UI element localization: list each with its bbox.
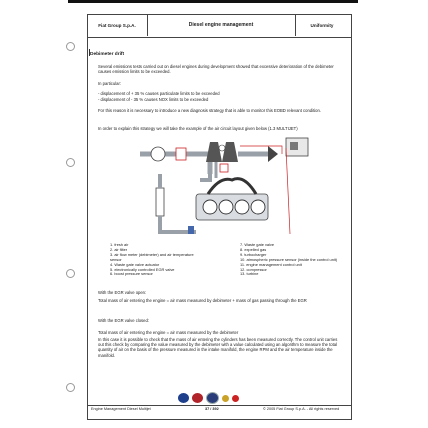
exhaust-manifold — [208, 179, 256, 194]
boost-pipe — [200, 168, 210, 180]
alfa-romeo-logo-icon — [192, 393, 203, 403]
debimeter-symbol — [176, 148, 186, 160]
egr-open-text: Total mass of air entering the engine = air mass measured by debimeter + mass of gas passing through the EGR — [98, 298, 307, 303]
footer-copyright: © 2005 Fiat Group S.p.A. - All rights reserved — [263, 407, 340, 411]
egr-open-heading: With the EGR valve open: — [98, 290, 147, 295]
legend-item: 6. boost pressure sensor — [110, 271, 153, 277]
binder-hole — [66, 158, 75, 167]
legend-item: 4. Waste gate valve actuator — [110, 261, 160, 267]
lancia-logo-icon — [206, 392, 219, 404]
section-title: Debimeter drift — [90, 52, 125, 57]
legend-item: 9. turbocharger — [240, 251, 267, 257]
brand-logo-icon — [222, 395, 229, 402]
binder-hole — [66, 383, 75, 392]
legend-item: 12. compressor — [240, 266, 267, 272]
intercooler-symbol — [156, 188, 164, 216]
header-title: Diesel engine management — [147, 14, 296, 36]
footer-divider — [87, 405, 351, 406]
wastegate-actuator — [220, 164, 228, 172]
control-unit-chip — [290, 142, 298, 150]
egr-closed-text-1: Total mass of air entering the engine = air mass measured by the debimeter — [98, 330, 239, 335]
egr-valve-symbol — [188, 226, 194, 234]
header-category: Uniformity — [310, 22, 334, 28]
paragraph-strategy: For this reason it is necessary to introduce a new diagnosis strategy that is able to monitor this EOBD relevant condition. — [98, 108, 321, 113]
air-circuit-diagram — [140, 134, 320, 246]
cylinder-2 — [219, 200, 233, 214]
footer-doc-title: Engine Management Diesel Multijet — [91, 407, 151, 411]
legend-right — [240, 243, 340, 277]
compressor-symbol — [206, 142, 222, 162]
turbine-symbol — [222, 142, 238, 162]
exhaust-arrow — [268, 146, 278, 162]
header-divider — [87, 37, 351, 38]
air-filter-symbol — [151, 147, 165, 161]
legend-item: 10. atmospheric pressure sensor (inside the control unit) — [240, 256, 338, 262]
turbo-shaft — [219, 145, 225, 151]
brand-logos — [178, 392, 239, 404]
legend-item: 3. air flow meter (debimeter) and air temperature sensor — [110, 251, 194, 262]
wire-sensor — [286, 148, 290, 234]
intercooler-pipe — [160, 174, 196, 232]
cylinder-3 — [235, 200, 249, 214]
egr-closed-heading: With the EGR valve closed: — [98, 318, 149, 323]
binder-hole — [66, 42, 75, 51]
legend-left — [110, 243, 200, 277]
fiat-logo-icon — [178, 393, 189, 403]
legend-item: 8. expelled gas — [240, 246, 267, 252]
paragraph-example: In order to explain this strategy we will take the example of the air circuit layout given below (1.3 MULTIJET) — [98, 126, 298, 131]
cylinder-1 — [203, 200, 217, 214]
legend-item: 2. air filter — [110, 246, 128, 252]
bullet-nox: - displacement of - 35 % causes NOX limits to be exceeded — [98, 97, 209, 102]
page-header — [87, 14, 350, 36]
legend-item: 5. electronically controlled EGR valve — [110, 266, 175, 272]
legend-item: 1. fresh air — [110, 242, 129, 247]
brand-logo-icon — [232, 395, 239, 402]
bullet-particulate: - displacement of + 35 % causes particulate limits to be exceeded — [98, 91, 220, 96]
egr-closed-text-2: In this case it is possible to check that the mass of air entering the cylinders has been measured correctly. The control unit carries out this check by comparing the value measured by the debimeter with a value calculated using an algorithm to measure the total quantity of air on the basis of the pressure measured in the intake manifold, the engine RPM and the air temperature inside the manifold. — [98, 337, 338, 358]
paragraph-intro: Several emissions tests carried out on diesel engines during development showed that excessive deterioration of the debimeter causes emission limits to be exceeded. — [98, 64, 334, 75]
footer-page-number: 37 / 392 — [205, 407, 219, 411]
top-bar — [68, 0, 358, 3]
legend-item: 13. turbine — [240, 271, 259, 277]
binder-hole — [66, 269, 75, 278]
legend-item: 11. engine management control unit — [240, 261, 302, 267]
header-company: Fiat Group S.p.A. — [87, 14, 148, 36]
paragraph-in-particular: In particular: — [98, 81, 122, 86]
cylinder-4 — [251, 200, 265, 214]
legend-item: 7. Waste gate valve — [240, 242, 275, 247]
